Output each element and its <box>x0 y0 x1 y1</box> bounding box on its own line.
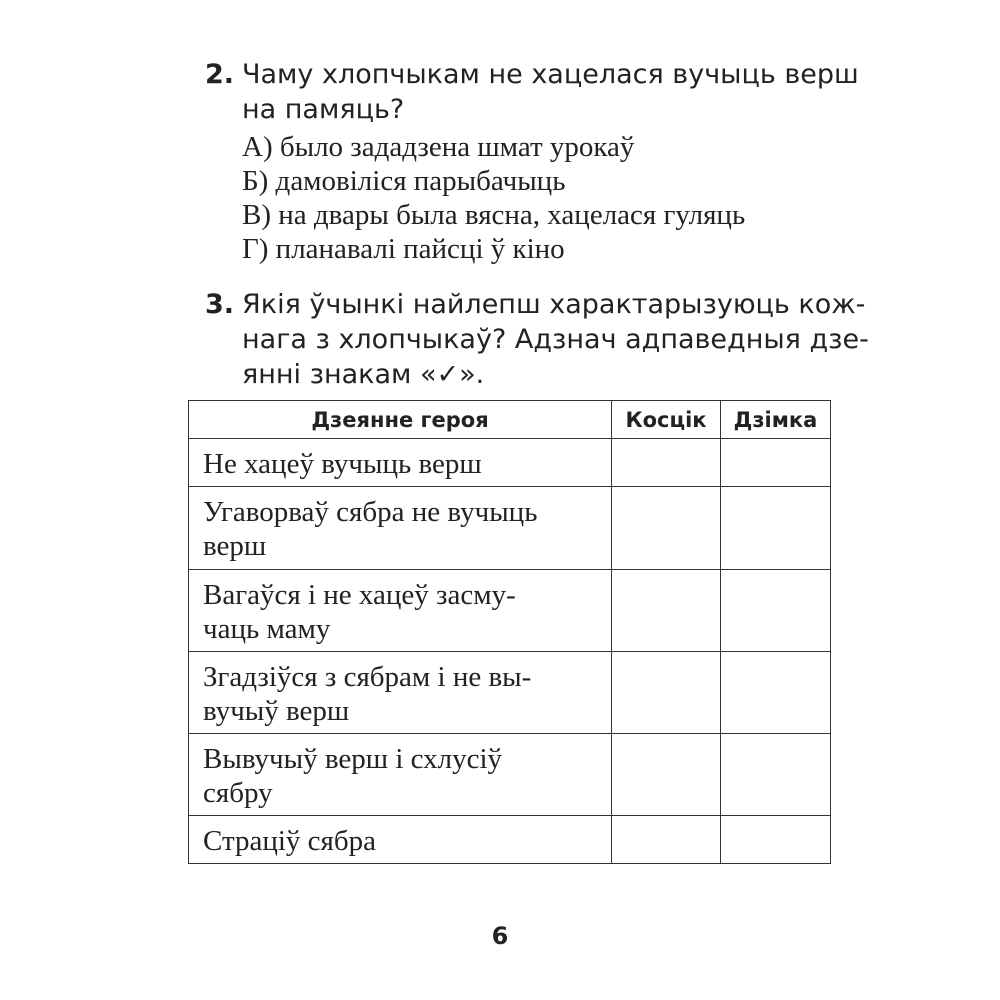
column-header-dzimka: Дзімка <box>721 401 831 439</box>
action-text: сябру <box>203 776 273 809</box>
action-text: Вывучыў верш і схлусіў <box>203 742 503 775</box>
checkbox-cell-kostsik[interactable] <box>612 487 721 570</box>
action-text: Вагаўся і не хацеў засму- <box>203 578 516 611</box>
action-text: верш <box>203 530 267 562</box>
question-text-line: на памяць? <box>242 94 405 125</box>
question-number: 2. <box>205 59 235 90</box>
checkbox-cell-kostsik[interactable] <box>612 570 721 652</box>
actions-table <box>188 400 831 864</box>
question-text-line: Чаму хлопчыкам не хацелася вучыць верш <box>242 59 859 90</box>
checkbox-cell-kostsik[interactable] <box>612 439 721 487</box>
action-cell <box>189 734 612 816</box>
checkbox-cell-kostsik[interactable] <box>612 734 721 816</box>
checkbox-cell-dzimka[interactable] <box>721 439 831 487</box>
table-header-row <box>189 401 831 439</box>
question-text-line: Якія ўчынкі найлепш характарызуюць кож- <box>242 289 866 320</box>
action-cell <box>189 439 612 487</box>
action-cell <box>189 487 612 570</box>
action-text: чаць маму <box>203 612 331 645</box>
question-text-line: янні знакам «✓». <box>242 359 485 390</box>
action-cell <box>189 570 612 652</box>
column-header-kostsik: Косцік <box>612 401 721 439</box>
action-text: вучыў верш <box>203 694 350 727</box>
checkbox-cell-dzimka[interactable] <box>721 734 831 816</box>
action-cell <box>189 652 612 734</box>
table-row <box>189 734 831 816</box>
checkbox-cell-kostsik[interactable] <box>612 816 721 864</box>
action-cell <box>189 816 612 864</box>
action-text: Угаворваў сябра не вучыць <box>203 496 538 528</box>
table-row <box>189 439 831 487</box>
checkbox-cell-dzimka[interactable] <box>721 652 831 734</box>
question-number: 3. <box>205 289 235 320</box>
table-row <box>189 652 831 734</box>
checkbox-cell-kostsik[interactable] <box>612 652 721 734</box>
page-number: 6 <box>491 922 509 950</box>
table-row <box>189 570 831 652</box>
action-text: Страціў сябра <box>203 824 377 857</box>
answer-option-a[interactable]: А) было зададзена шмат урокаў <box>242 131 635 163</box>
checkbox-cell-dzimka[interactable] <box>721 816 831 864</box>
question-text-line: нага з хлопчыкаў? Адзнач адпаведныя дзе- <box>242 324 869 355</box>
action-text: Згадзіўся з сябрам і не вы- <box>203 660 532 693</box>
answer-option-c[interactable]: В) на двары была вясна, хацелася гуляць <box>242 199 746 231</box>
column-header-action: Дзеянне героя <box>189 401 612 439</box>
table-row <box>189 816 831 864</box>
answer-option-b[interactable]: Б) дамовіліся парыбачыць <box>242 165 566 197</box>
answer-option-d[interactable]: Г) планавалі пайсці ў кіно <box>242 233 565 265</box>
checkbox-cell-dzimka[interactable] <box>721 570 831 652</box>
table-row <box>189 487 831 570</box>
checkbox-cell-dzimka[interactable] <box>721 487 831 570</box>
action-text: Не хацеў вучыць верш <box>203 447 482 480</box>
